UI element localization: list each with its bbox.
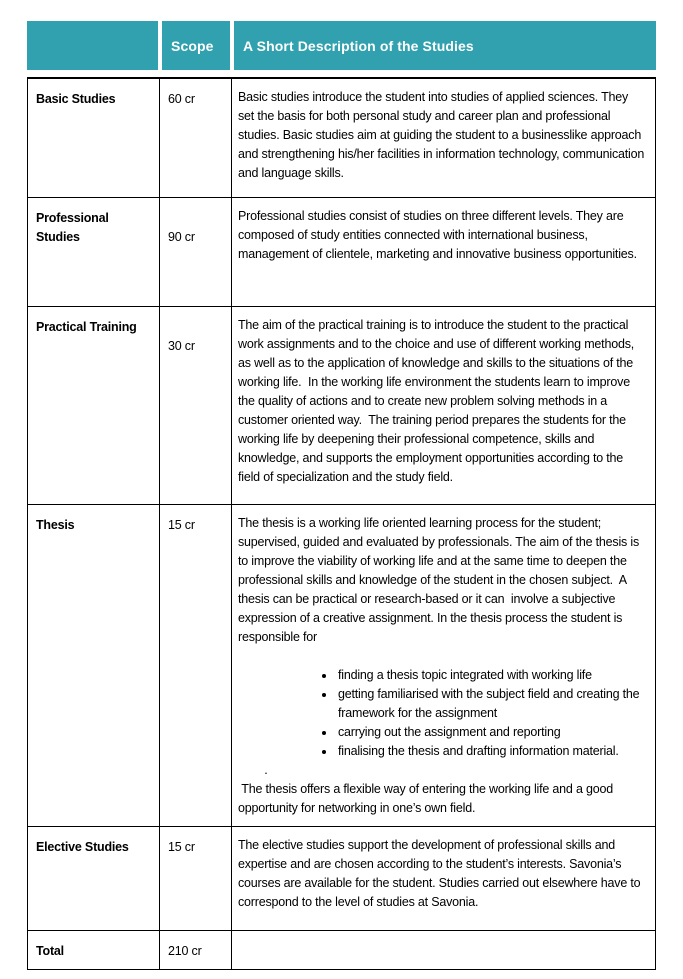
scope-value: 90 cr <box>168 230 195 244</box>
table-header-row <box>27 21 656 70</box>
row-scope <box>160 79 232 197</box>
description-paragraph: The aim of the practical training is to introduce the student to the practical work assignments and to the choice and use of different working methods, as well as to the application of knowledge and skills to the situations of the working life. In the working life environment the students learn to improve the quality of actions and to create new problem solving methods in a customer oriented way. The training period prepares the students for the working life by deepening their professional competence, skills and knowledge, and supports the employment opportunities according to the field of specialization and the study field. <box>238 318 638 484</box>
row-title: Elective Studies <box>28 827 160 930</box>
row-scope <box>160 827 232 930</box>
row-description <box>232 827 655 930</box>
table-row <box>28 827 655 931</box>
row-description <box>232 931 655 969</box>
row-title: Thesis <box>28 505 160 826</box>
row-description <box>232 79 655 197</box>
row-scope <box>160 307 232 504</box>
table-row <box>28 198 655 307</box>
row-title: Practical Training <box>28 307 160 504</box>
row-description <box>232 307 655 504</box>
row-title: Basic Studies <box>28 79 160 197</box>
row-scope <box>160 505 232 826</box>
description-paragraph: . <box>238 763 268 777</box>
description-paragraph: The thesis is a working life oriented learning process for the student; supervised, guided and evaluated by professionals. The aim of the thesis is to improve the viability of working life and at the same time to deepen the professional skills and knowledge of the student in the chosen subject. A thesis can be practical or research-based or it can involve a subjective expression of a creative assignment. In the thesis process the student is responsible for <box>238 516 643 644</box>
table-row <box>28 931 655 969</box>
table-row <box>28 505 655 827</box>
row-title: Professional Studies <box>28 198 160 306</box>
scope-value: 15 cr <box>168 840 195 854</box>
bullet-list <box>238 666 647 761</box>
header-cell-blank <box>27 21 158 70</box>
scope-value: 60 cr <box>168 92 195 106</box>
table-row <box>28 307 655 505</box>
row-scope <box>160 198 232 306</box>
header-cell-scope: Scope <box>162 21 230 70</box>
bullet-item: • carrying out the assignment and reporting <box>336 723 647 742</box>
scope-value: 15 cr <box>168 518 195 532</box>
header-cell-description: A Short Description of the Studies <box>234 21 656 70</box>
scope-value: 30 cr <box>168 339 195 353</box>
bullet-item: • finding a thesis topic integrated with working life <box>336 666 647 685</box>
row-title: Total <box>28 931 160 969</box>
row-scope <box>160 931 232 969</box>
description-paragraph: The elective studies support the development of professional skills and expertise and are chosen according to the student’s interests. Savonia’s courses are available for the student. Studies carried out elsewhere have to correspond to the level of studies at Savonia. <box>238 838 644 909</box>
bullet-item: • finalising the thesis and drafting information material. <box>336 742 647 761</box>
table-body <box>27 77 656 970</box>
description-paragraph: Professional studies consist of studies on three different levels. They are composed of study entities connected with international business, management of clientele, marketing and innovative business opportunities. <box>238 209 637 261</box>
bullet-item: • getting familiarised with the subject field and creating the framework for the assignment <box>336 685 647 723</box>
table-row <box>28 79 655 198</box>
row-description <box>232 505 655 826</box>
row-description <box>232 198 655 306</box>
scope-value: 210 cr <box>168 944 202 958</box>
description-paragraph: The thesis offers a flexible way of entering the working life and a good opportunity for networking in one’s own field. <box>238 782 617 815</box>
description-paragraph: Basic studies introduce the student into studies of applied sciences. They set the basis for both personal study and career plan and professional studies. Basic studies aim at guiding the student to a businesslike approach and strengthening his/her facilities in information technology, communication and language skills. <box>238 90 648 180</box>
studies-table <box>27 21 656 970</box>
